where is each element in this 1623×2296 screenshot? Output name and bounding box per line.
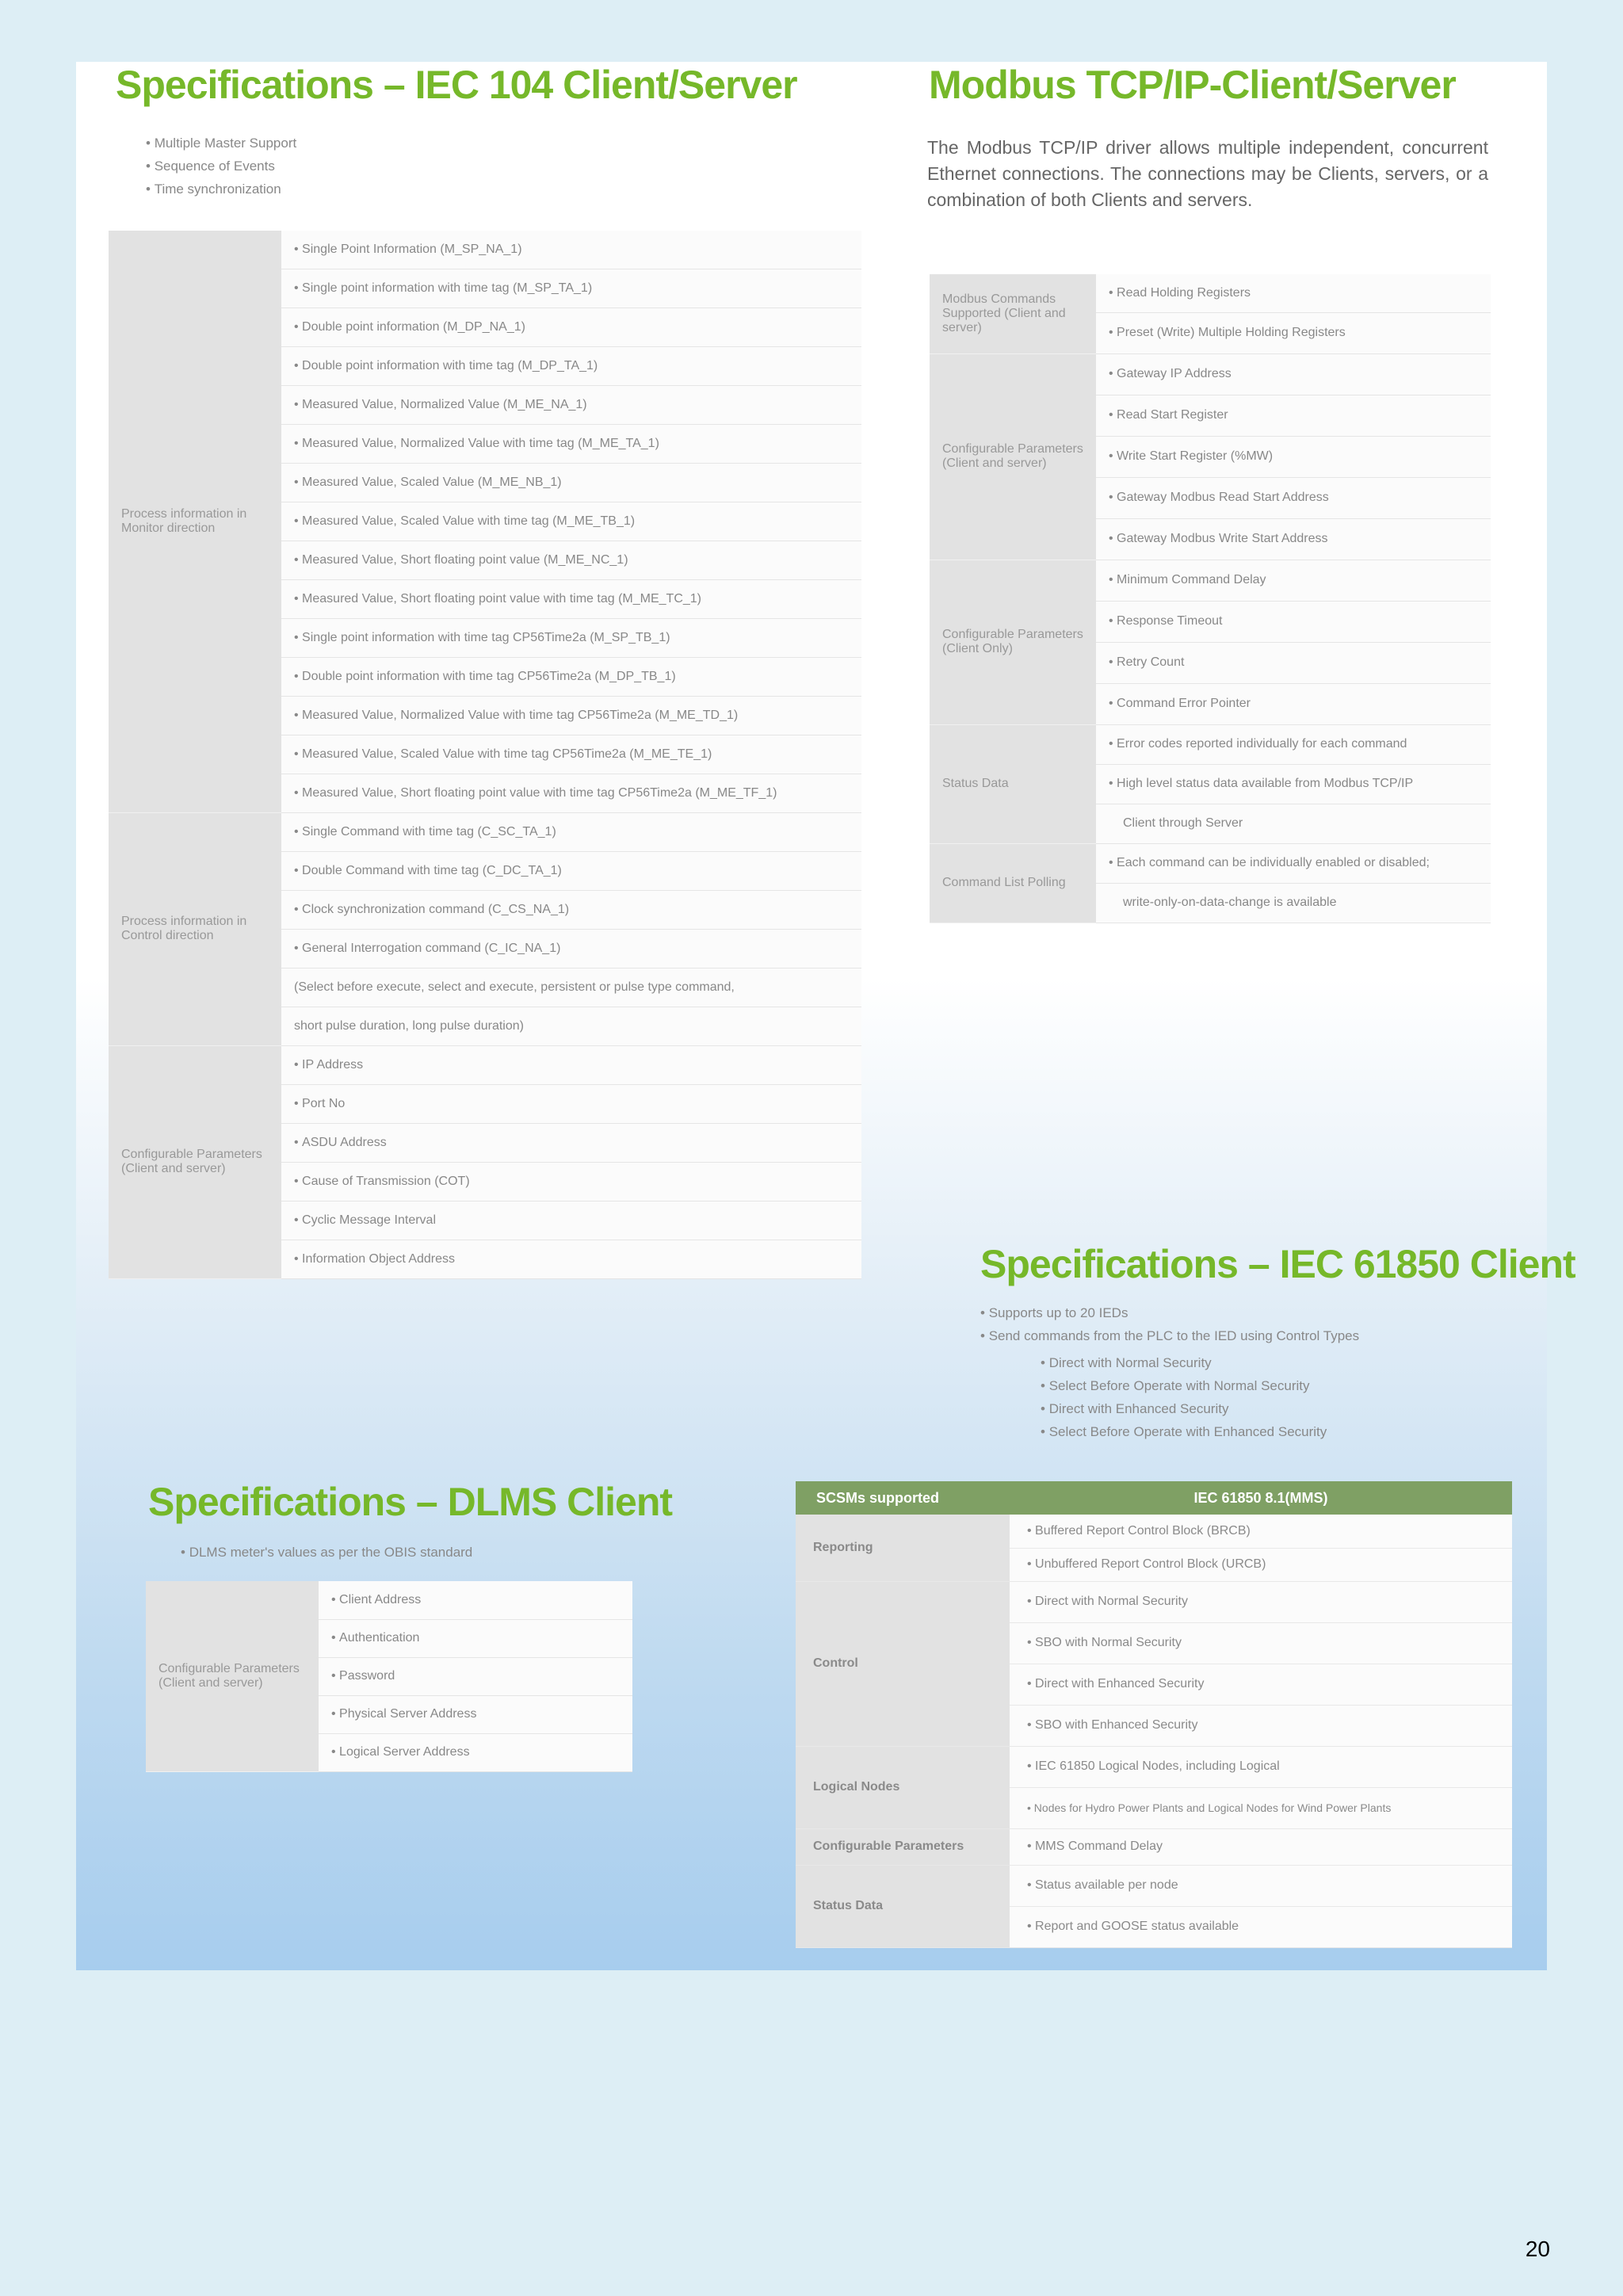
table-cell: • Command Error Pointer [1096, 683, 1491, 724]
table-cell: • Measured Value, Short floating point value (M_ME_NC_1) [281, 541, 861, 579]
table-note: Client through Server [1096, 804, 1491, 843]
feature-item: • Direct with Normal Security [1041, 1351, 1327, 1374]
group-configurable-parameters: Configurable Parameters [796, 1828, 1010, 1865]
table-cell: • Error codes reported individually for each command [1096, 724, 1491, 764]
table-cell: • Status available per node [1010, 1865, 1512, 1906]
table-cell: • SBO with Enhanced Security [1010, 1705, 1512, 1746]
table-cell: • Direct with Normal Security [1010, 1581, 1512, 1622]
table-note: short pulse duration, long pulse duration) [281, 1007, 861, 1045]
table-cell: • Gateway Modbus Read Start Address [1096, 477, 1491, 518]
table-cell: • Double point information with time tag CP56Time2a (M_DP_TB_1) [281, 657, 861, 696]
table-cell: • Unbuffered Report Control Block (URCB) [1010, 1548, 1512, 1581]
group-client-only: Configurable Parameters (Client Only) [930, 560, 1096, 724]
dlms-features [181, 1541, 472, 1564]
table-cell: • Cause of Transmission (COT) [281, 1162, 861, 1201]
page-number: 20 [1525, 2237, 1550, 2261]
table-cell: • Single point information with time tag (M_SP_TA_1) [281, 269, 861, 308]
table-cell: • Measured Value, Short floating point value with time tag CP56Time2a (M_ME_TF_1) [281, 774, 861, 812]
group-status-data: Status Data [796, 1865, 1010, 1947]
modbus-description: The Modbus TCP/IP driver allows multiple independent, concurrent Ethernet connections. The connections may be Clients, servers, or a combination of both Clients and servers. [927, 137, 1488, 210]
feature-item: • Direct with Enhanced Security [1041, 1397, 1327, 1420]
group-modbus-commands: Modbus Commands Supported (Client and server) [930, 274, 1096, 353]
table-cell: • Client Address [319, 1581, 632, 1619]
table-cell: • Measured Value, Normalized Value (M_ME_NA_1) [281, 385, 861, 424]
table-cell: • SBO with Normal Security [1010, 1622, 1512, 1664]
table-note: (Select before execute, select and execute, persistent or pulse type command, [281, 968, 861, 1007]
table-cell: • Clock synchronization command (C_CS_NA_1) [281, 890, 861, 929]
table-cell: • Password [319, 1657, 632, 1695]
table-cell: • Nodes for Hydro Power Plants and Logical Nodes for Wind Power Plants [1010, 1787, 1512, 1828]
table-cell: • High level status data available from Modbus TCP/IP [1096, 764, 1491, 804]
dlms-table [146, 1581, 632, 1772]
modbus-table [930, 274, 1491, 923]
table-cell: • ASDU Address [281, 1123, 861, 1162]
table-cell: • Single Command with time tag (C_SC_TA_1) [281, 812, 861, 851]
feature-item: • Select Before Operate with Normal Security [1041, 1374, 1327, 1397]
table-cell: • Measured Value, Scaled Value with time tag (M_ME_TB_1) [281, 502, 861, 541]
table-cell: • Gateway IP Address [1096, 353, 1491, 395]
feature-item: • Send commands from the PLC to the IED using Control Types [980, 1324, 1359, 1347]
table-cell: • Minimum Command Delay [1096, 560, 1491, 601]
column-header: SCSMs supported [796, 1481, 1010, 1515]
table-cell: • Port No [281, 1084, 861, 1123]
feature-item: • Multiple Master Support [146, 132, 296, 155]
group-configurable-parameters: Configurable Parameters (Client and server) [146, 1581, 319, 1771]
table-cell: • Authentication [319, 1619, 632, 1657]
group-monitor-direction: Process information in Monitor direction [109, 231, 281, 812]
table-cell: • Single point information with time tag CP56Time2a (M_SP_TB_1) [281, 618, 861, 657]
table-cell: • Retry Count [1096, 642, 1491, 683]
table-cell: • Direct with Enhanced Security [1010, 1664, 1512, 1705]
group-control-direction: Process information in Control direction [109, 812, 281, 1045]
table-cell: • MMS Command Delay [1010, 1828, 1512, 1865]
table-cell: • Gateway Modbus Write Start Address [1096, 518, 1491, 560]
table-note: write-only-on-data-change is available [1096, 883, 1491, 923]
iec61850-title: Specifications – IEC 61850 Client [980, 1242, 1575, 1286]
table-cell: • Read Holding Registers [1096, 274, 1491, 312]
group-command-list-polling: Command List Polling [930, 843, 1096, 923]
table-cell: • Double Command with time tag (C_DC_TA_1) [281, 851, 861, 890]
feature-item: • Supports up to 20 IEDs [980, 1301, 1359, 1324]
iec104-features [146, 132, 296, 201]
group-status-data: Status Data [930, 724, 1096, 843]
column-header: IEC 61850 8.1(MMS) [1010, 1481, 1512, 1515]
iec61850-control-types [1041, 1351, 1327, 1443]
table-cell: • Measured Value, Normalized Value with time tag CP56Time2a (M_ME_TD_1) [281, 696, 861, 735]
feature-item: • DLMS meter's values as per the OBIS standard [181, 1541, 472, 1564]
table-cell: • General Interrogation command (C_IC_NA_1) [281, 929, 861, 968]
table-cell: • IEC 61850 Logical Nodes, including Logical [1010, 1746, 1512, 1787]
feature-item: • Time synchronization [146, 178, 296, 201]
group-logical-nodes: Logical Nodes [796, 1746, 1010, 1828]
table-cell: • Response Timeout [1096, 601, 1491, 642]
table-cell: • Each command can be individually enabled or disabled; [1096, 843, 1491, 883]
table-cell: • Measured Value, Short floating point value with time tag (M_ME_TC_1) [281, 579, 861, 618]
group-configurable-parameters: Configurable Parameters (Client and server) [930, 353, 1096, 560]
table-cell: • Single Point Information (M_SP_NA_1) [281, 231, 861, 269]
table-cell: • Report and GOOSE status available [1010, 1906, 1512, 1947]
table-cell: • Measured Value, Scaled Value (M_ME_NB_1) [281, 463, 861, 502]
modbus-title: Modbus TCP/IP-Client/Server [929, 63, 1456, 107]
group-reporting: Reporting [796, 1515, 1010, 1581]
iec61850-features [980, 1301, 1359, 1347]
table-cell: • Write Start Register (%MW) [1096, 436, 1491, 477]
table-cell: • Logical Server Address [319, 1733, 632, 1771]
iec61850-table [796, 1481, 1512, 1948]
table-cell: • Physical Server Address [319, 1695, 632, 1733]
iec104-table [109, 231, 861, 1279]
dlms-title: Specifications – DLMS Client [148, 1480, 673, 1524]
group-configurable-parameters: Configurable Parameters (Client and server) [109, 1045, 281, 1278]
table-cell: • Measured Value, Scaled Value with time tag CP56Time2a (M_ME_TE_1) [281, 735, 861, 774]
iec104-title: Specifications – IEC 104 Client/Server [116, 63, 797, 107]
table-cell: • Cyclic Message Interval [281, 1201, 861, 1240]
table-cell: • Double point information (M_DP_NA_1) [281, 308, 861, 346]
table-cell: • Double point information with time tag (M_DP_TA_1) [281, 346, 861, 385]
table-cell: • Preset (Write) Multiple Holding Registers [1096, 312, 1491, 353]
table-cell: • Information Object Address [281, 1240, 861, 1278]
table-cell: • Buffered Report Control Block (BRCB) [1010, 1515, 1512, 1548]
table-cell: • Measured Value, Normalized Value with time tag (M_ME_TA_1) [281, 424, 861, 463]
table-cell: • Read Start Register [1096, 395, 1491, 436]
table-cell: • IP Address [281, 1045, 861, 1084]
group-control: Control [796, 1581, 1010, 1746]
feature-item: • Select Before Operate with Enhanced Security [1041, 1420, 1327, 1443]
feature-item: • Sequence of Events [146, 155, 296, 178]
